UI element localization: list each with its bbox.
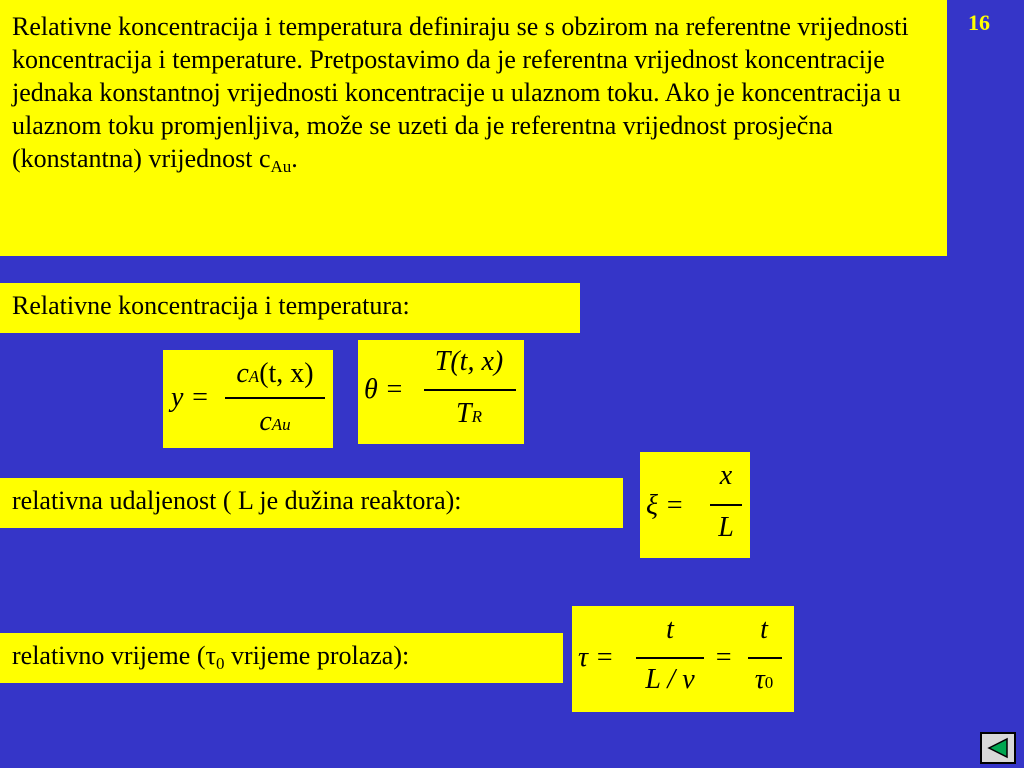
- formula-theta-lhs: θ =: [364, 374, 404, 405]
- formula-y-fraction-bar: [225, 397, 325, 399]
- formula-y-denominator: cAu: [259, 406, 291, 437]
- formula-tau-fraction-bar-2: [748, 657, 782, 659]
- label-relative-values: Relativne koncentracija i temperatura:: [0, 283, 580, 333]
- formula-theta-fraction-bar: [424, 389, 516, 391]
- intro-subscript: Au: [270, 157, 292, 176]
- label-relative-distance: relativna udaljenost ( L je dužina reaktora):: [0, 478, 623, 528]
- intro-text-box: [0, 0, 947, 256]
- formula-relative-time: [572, 606, 794, 712]
- formula-xi-numerator: x: [719, 460, 733, 491]
- formula-xi-denominator: L: [718, 512, 734, 543]
- formula-tau-numerator-1: t: [666, 614, 674, 645]
- formula-tau-fraction-bar-1: [636, 657, 704, 659]
- formula-theta-numerator: T(t, x): [434, 346, 504, 377]
- next-slide-arrow-icon: [985, 737, 1011, 759]
- next-slide-button[interactable]: [980, 732, 1016, 764]
- formula-tau-numerator-2: t: [760, 614, 768, 645]
- label-relative-time: relativno vrijeme ($\tau_0$ vrijeme prolaza):: [0, 633, 563, 683]
- formula-tau-equals-2: =: [714, 642, 733, 673]
- formula-theta-denominator: TR: [456, 398, 482, 429]
- formula-tau-denominator-1: L / v: [645, 664, 695, 695]
- formula-xi-fraction-bar: [710, 504, 742, 506]
- formula-tau-denominator-2: τ0: [754, 664, 774, 695]
- intro-end: .: [291, 144, 298, 173]
- formula-y-lhs: y =: [171, 382, 210, 413]
- slide-number: 16: [968, 10, 990, 35]
- formula-relative-distance: [640, 452, 750, 558]
- formula-tau-lhs: τ =: [578, 642, 614, 673]
- formula-relative-concentration: [163, 350, 333, 448]
- formula-y-numerator: cA(t, x): [236, 358, 314, 389]
- intro-text: Relativne koncentracija i temperatura definiraju se s obzirom na referentne vrijednosti koncentracija i temperature. Pretpostavimo da je referentna vrijednost koncentracije jednaka konstantnoj vrijednosti koncentracije u ulaznom toku. Ako je koncentracija u ulaznom toku promjenljiva, može se uzeti da je referentna vrijednost prosječna (konstantna) vrijednost c: [12, 12, 909, 173]
- formula-xi-lhs: ξ =: [646, 490, 684, 521]
- formula-relative-temperature: [358, 340, 524, 444]
